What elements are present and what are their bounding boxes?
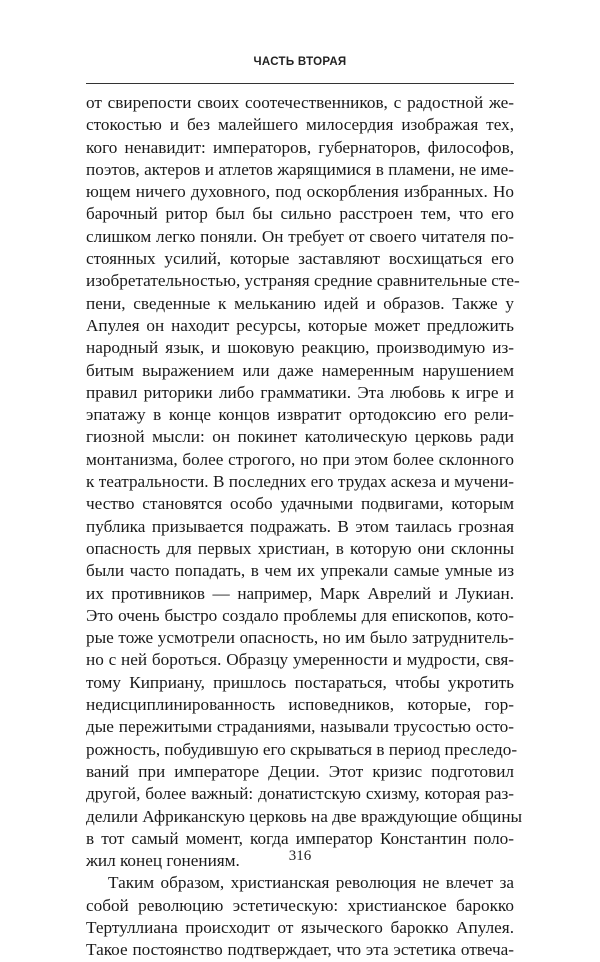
text-line: делили Африканскую церковь на две враждующие общины xyxy=(86,806,523,826)
text-line: их противников — например, Марк Аврелий и Лукиан. xyxy=(86,583,514,603)
text-line: правил риторики либо грамматики. Эта любовь к игре и xyxy=(86,382,514,402)
text-line: Это очень быстро создало проблемы для епископов, кото- xyxy=(86,605,514,625)
paragraph xyxy=(86,92,523,872)
text-line: Такое постоянство подтверждает, что эта эстетика отвеча- xyxy=(86,940,514,960)
text-line: Таким образом, христианская революция не влечет за xyxy=(108,873,514,893)
text-line: от свирепости своих соотечественников, с радостной же- xyxy=(86,93,514,112)
text-line: жил конец гонениям. xyxy=(86,851,240,871)
text-line: стокостью и без малейшего милосердия изображая тех, xyxy=(86,115,514,135)
text-line: гиозной мысли: он покинет католическую церковь ради xyxy=(86,427,514,447)
text-line: поэтов, актеров и атлетов жарящимися в пламени, не име- xyxy=(86,159,514,179)
body-text xyxy=(86,92,523,962)
text-line: эпатажу в конце концов извратит ортодоксию его рели- xyxy=(86,405,514,425)
page-number: 316 xyxy=(288,848,312,864)
text-line: ющем ничего духовного, под оскорбления избранных. Но xyxy=(86,182,514,202)
text-line: кого ненавидит: императоров, губернаторов, философов, xyxy=(86,137,514,157)
text-line: стоянных усилий, которые заставляют восхищаться его xyxy=(86,249,514,269)
text-line: народный язык, и шоковую реакцию, производимую из- xyxy=(86,338,514,358)
text-line: изобретательностью, устраняя средние сравнительные сте- xyxy=(86,271,520,291)
text-line: публика призывается подражать. В этом таилась грозная xyxy=(86,516,514,536)
text-line: монтанизма, более строгого, но при этом более склонного xyxy=(86,449,514,469)
paragraph xyxy=(86,872,514,961)
text-line: ваний при императоре Деции. Этот кризис подготовил xyxy=(86,761,514,781)
text-line: тому Киприану, пришлось постараться, чтобы укротить xyxy=(86,672,514,692)
text-line: к театральности. В последних его трудах аскеза и мучени- xyxy=(86,472,514,492)
text-line: другой, более важный: донатистскую схизму, которая раз- xyxy=(86,784,514,804)
text-line: дые пережитыми страданиями, называли трусостью осто- xyxy=(86,717,514,737)
text-line: барочный ритор был бы сильно расстроен тем, что его xyxy=(86,204,514,224)
text-line: в тот самый момент, когда император Константин поло- xyxy=(86,828,514,848)
header-rule xyxy=(86,83,514,84)
text-line: слишком легко поняли. Он требует от своего читателя по- xyxy=(86,226,514,246)
text-line: пени, сведенные к мельканию идей и образов. Также у xyxy=(86,293,514,313)
text-line: опасность для первых христиан, в которую они склонны xyxy=(86,538,514,558)
text-line: битым выражением или даже намеренным нарушением xyxy=(86,360,514,380)
text-line: рые тоже усмотрели опасность, но им было затруднитель- xyxy=(86,628,514,648)
text-line: недисциплинированность исповедников, которые, гор- xyxy=(86,695,514,715)
running-head: ЧАСТЬ ВТОРАЯ xyxy=(253,56,347,68)
text-line: чество становятся особо удачными подвигами, которым xyxy=(86,494,514,514)
text-line: рожность, побудившую его скрываться в период преследо- xyxy=(86,739,518,759)
text-line: были часто попадать, в чем их упрекали самые умные из xyxy=(86,561,514,581)
text-line: собой революцию эстетическую: христианское барокко xyxy=(86,895,514,915)
text-line: но с ней бороться. Образцу умеренности и мудрости, свя- xyxy=(86,650,514,670)
text-line: Апулея он находит ресурсы, которые может предложить xyxy=(86,315,514,335)
text-line: Тертуллиана происходит от языческого барокко Апулея. xyxy=(86,917,514,937)
